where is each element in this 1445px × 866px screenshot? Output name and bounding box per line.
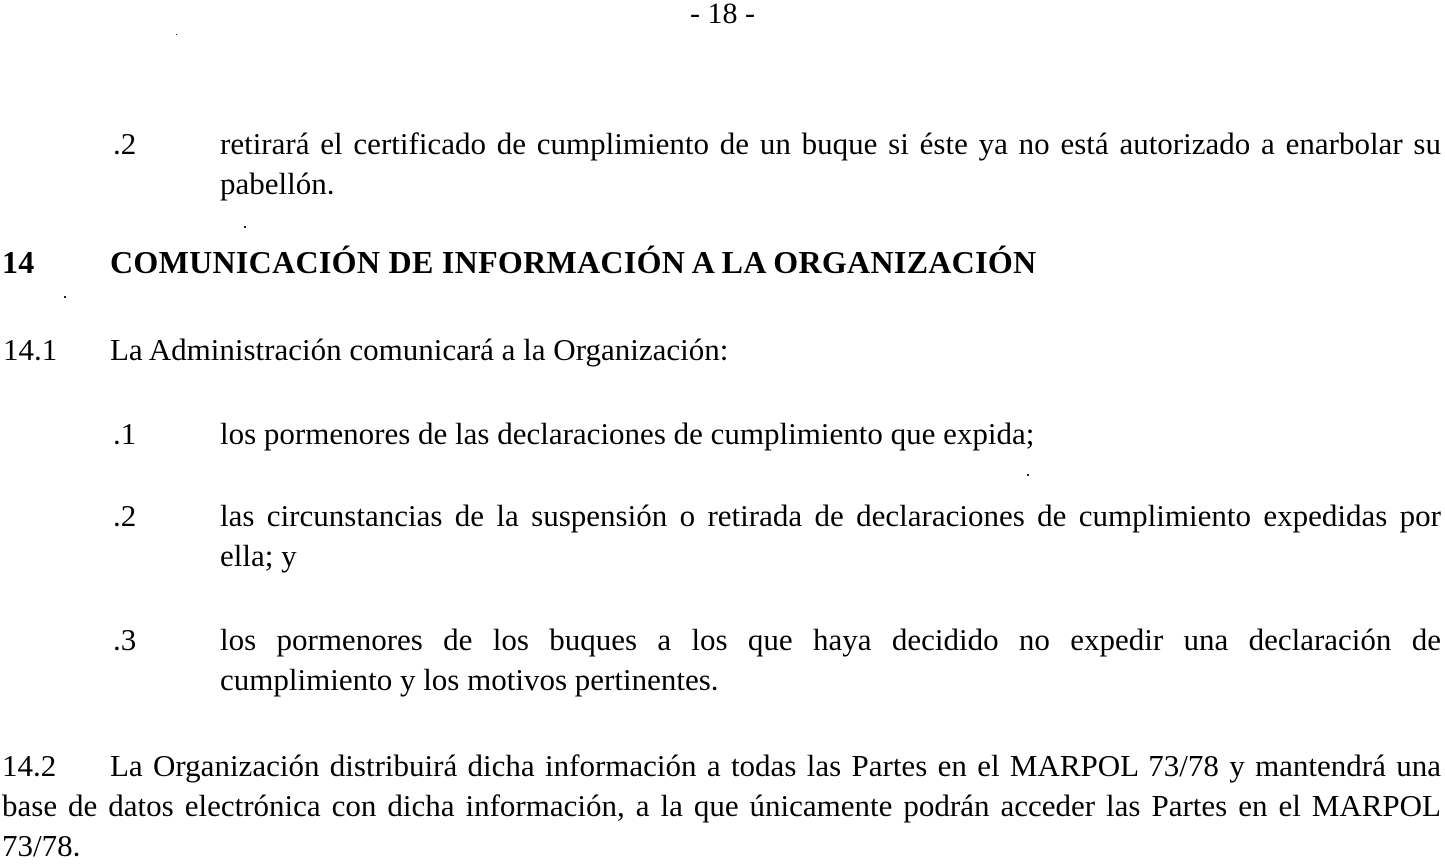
list-item-number: .3 [113, 622, 137, 657]
list-item-text: las circunstancias de la suspensión o retirada de declaraciones de cumplimiento expedidas por ella; y [220, 498, 1441, 573]
list-item-text: los pormenores de las declaraciones de cumplimiento que expida; [220, 416, 1035, 451]
list-item-number: .2 [113, 126, 137, 161]
scan-speck [244, 226, 246, 228]
paragraph-14-2 [2, 746, 1441, 866]
section-number: 14 [2, 244, 35, 280]
list-item-number: .2 [113, 498, 137, 533]
scan-speck [1027, 474, 1029, 476]
list-item-number: .1 [113, 416, 137, 451]
scan-speck [64, 296, 66, 298]
scan-speck [176, 34, 177, 35]
section-title: COMUNICACIÓN DE INFORMACIÓN A LA ORGANIZACIÓN [110, 244, 1037, 280]
list-item-text: los pormenores de los buques a los que haya decidido no expedir una declaración de cumplimiento y los motivos pertinentes. [220, 622, 1441, 697]
paragraph-text: La Administración comunicará a la Organización: [110, 332, 729, 367]
list-item-text: retirará el certificado de cumplimiento de un buque si éste ya no está autorizado a enarbolar su pabellón. [220, 126, 1441, 201]
page-number: - 18 - [690, 0, 755, 30]
paragraph-number: 14.2 [2, 748, 57, 783]
paragraph-text: La Organización distribuirá dicha información a todas las Partes en el MARPOL 73/78 y mantendrá una base de datos electrónica con dicha información, a la que únicamente podrán acceder las Partes en el MARPOL 73/78. [2, 748, 1441, 863]
paragraph-number: 14.1 [3, 332, 58, 367]
